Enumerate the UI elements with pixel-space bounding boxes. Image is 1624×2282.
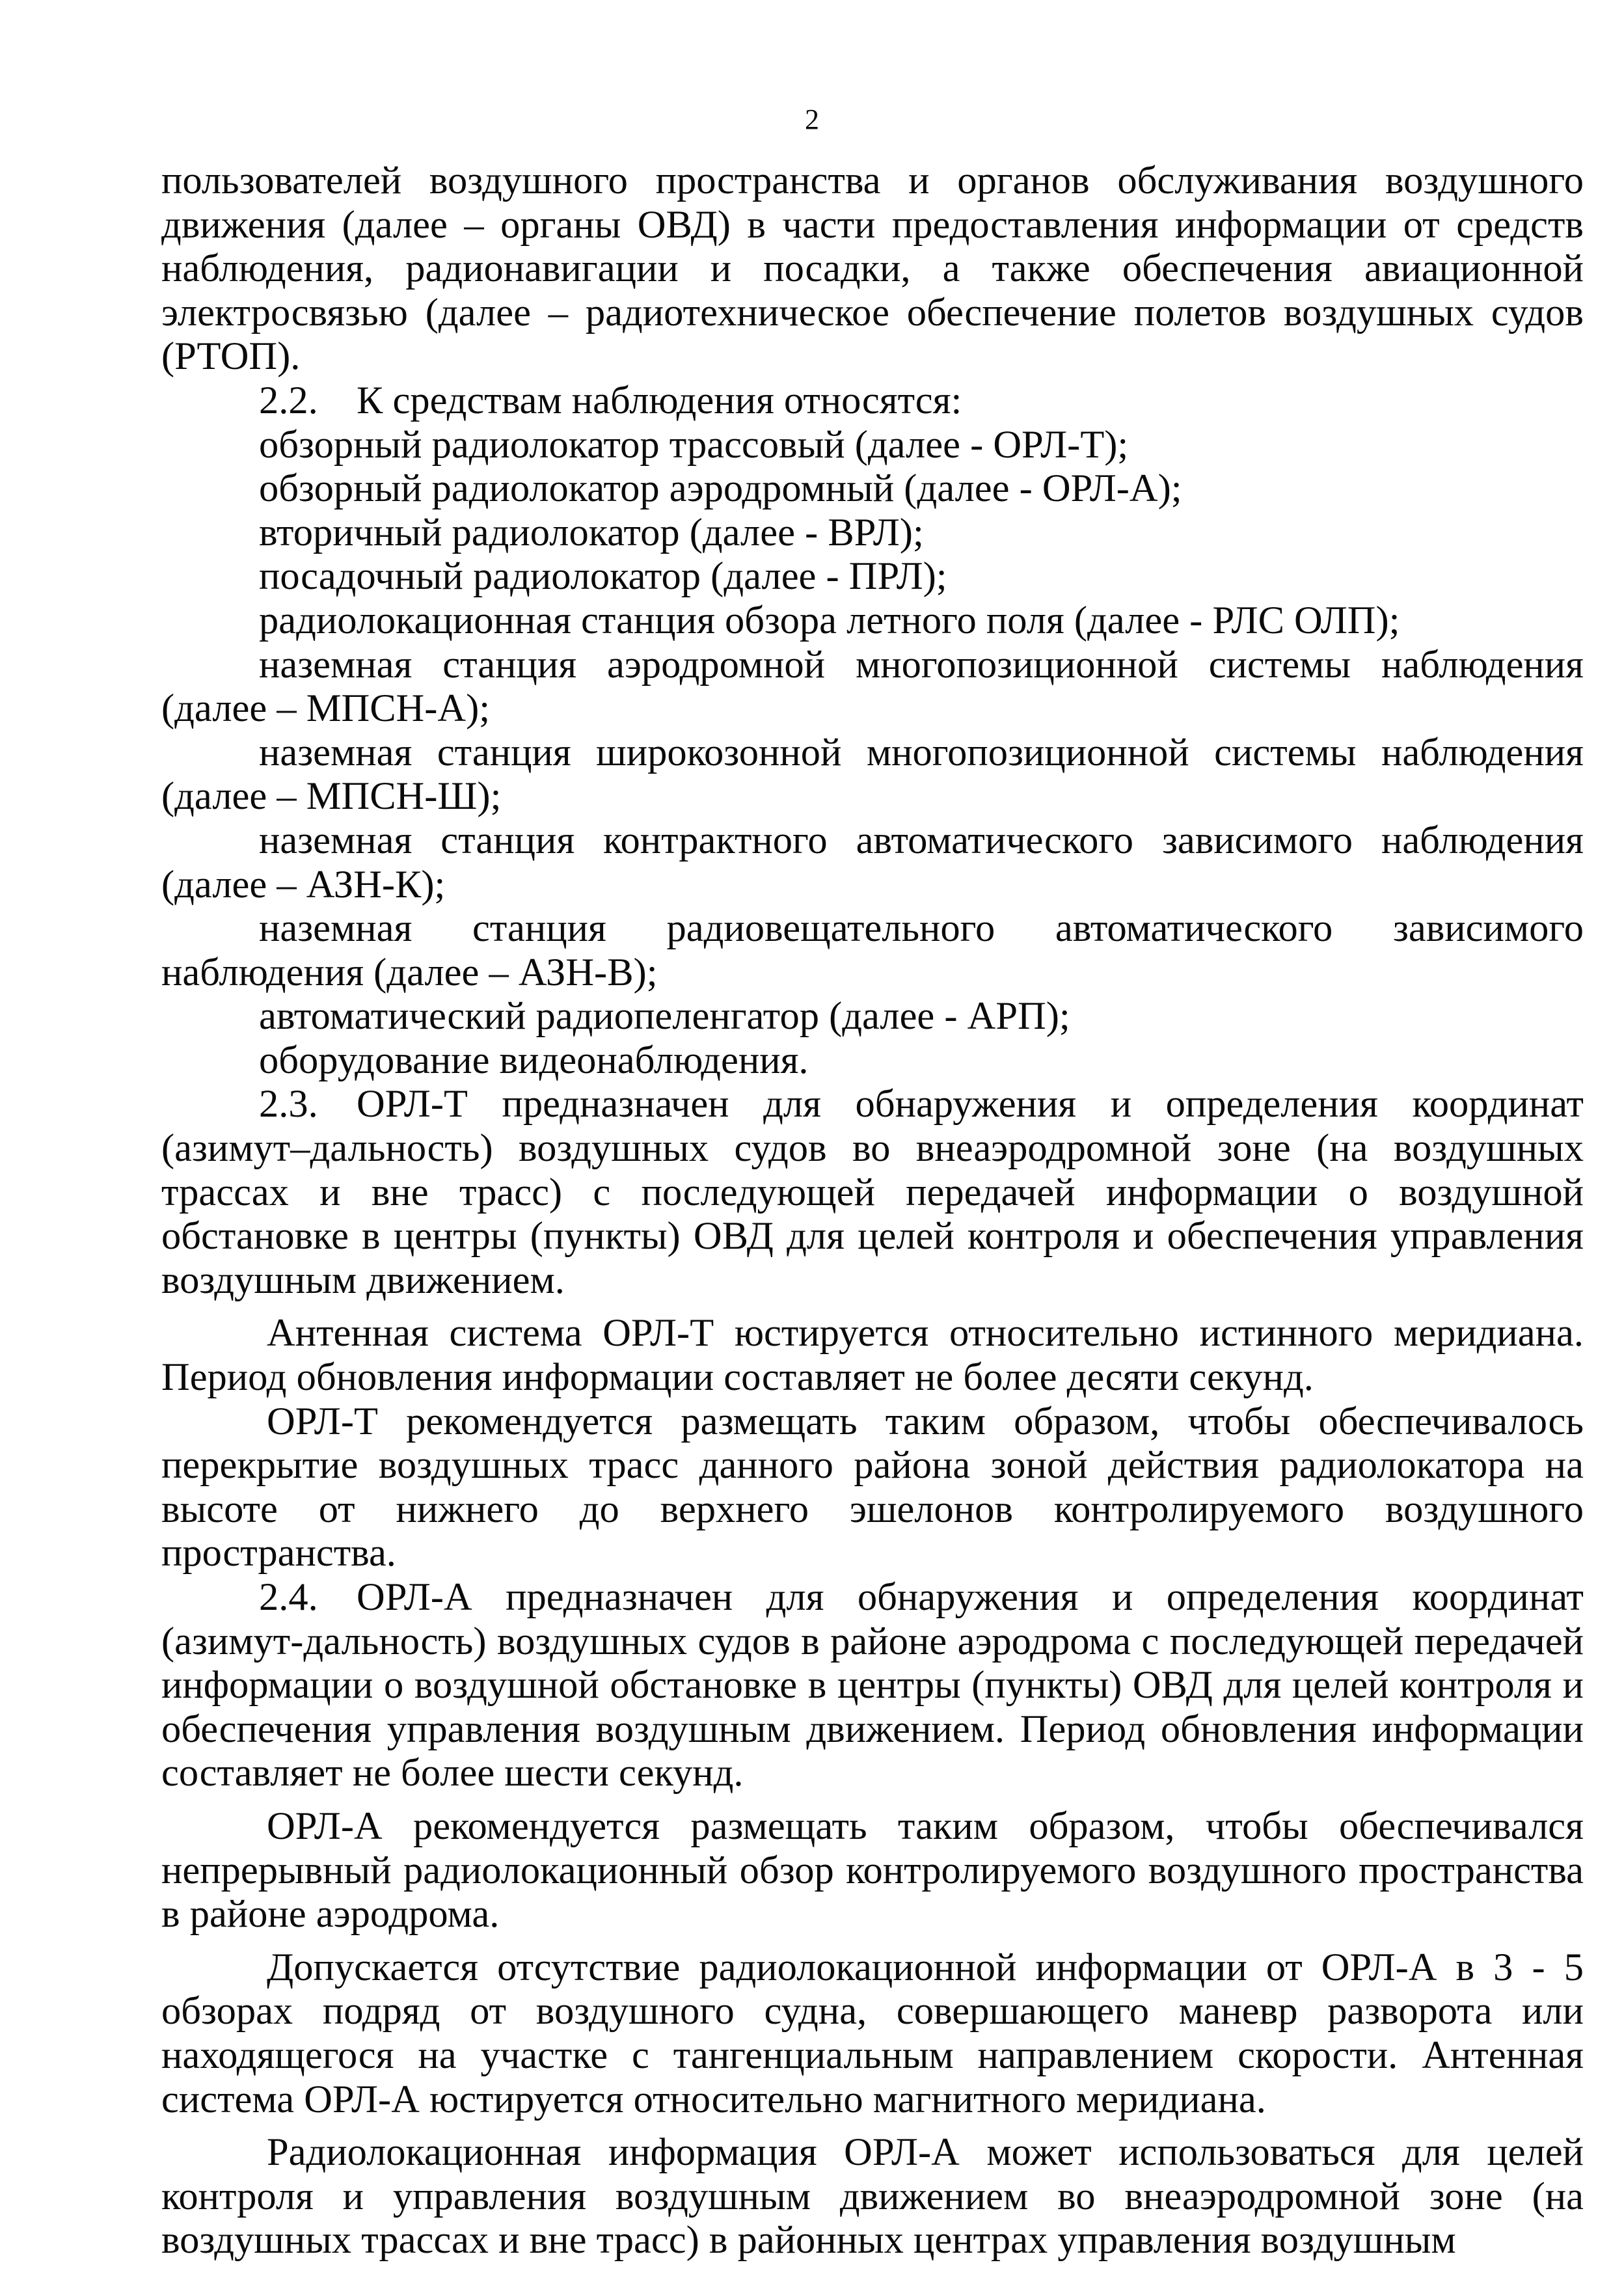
- page-number: 2: [805, 103, 819, 135]
- paragraph-orla-placement: ОРЛ-А рекомендуется размещать таким образом, чтобы обеспечивался непрерывный радиолокационный обзор контролируемого воздушного пространства в районе аэродрома.: [161, 1804, 1584, 1936]
- section-2-4: [161, 1575, 1584, 1795]
- paragraph-orlt-placement: ОРЛ-Т рекомендуется размещать таким образом, чтобы обеспечивалось перекрытие воздушных трасс данного района зоной действия радиолокатора на высоте от нижнего до верхнего эшелонов контролируемого воздушного пространства.: [161, 1399, 1584, 1575]
- paragraph-orla-use: Радиолокационная информация ОРЛ-А может использоваться для целей контроля и управления воздушным движением во внеаэродромной зоне (на воздушных трассах и вне трасс) в районных центрах управления воздушным: [161, 2130, 1584, 2262]
- section-2-3: [161, 1082, 1584, 1302]
- list-item: радиолокационная станция обзора летного поля (далее - РЛС ОЛП);: [259, 598, 1400, 642]
- list-item: оборудование видеонаблюдения.: [259, 1038, 809, 1082]
- section-2-2: [161, 379, 1584, 423]
- list-item: посадочный радиолокатор (далее - ПРЛ);: [259, 554, 947, 599]
- section-text: К средствам наблюдения относятся:: [357, 378, 962, 422]
- paragraph-orlt-antenna: Антенная система ОРЛ-Т юстируется относительно истинного меридиана. Период обновления информации составляет не более десяти секунд.: [161, 1311, 1584, 1400]
- section-number: 2.3.: [259, 1082, 318, 1126]
- section-text: ОРЛ-Т предназначен для обнаружения и определения координат (азимут–дальность) воздушных судов во внеаэродромной зоне (на воздушных трассах и вне трасс) с последующей передачей информации о воздушной обстановке в центры (пункты) ОВД для целей контроля и обеспечения управления воздушным движением.: [161, 1082, 1584, 1302]
- list-item: наземная станция контрактного автоматического зависимого наблюдения (далее – АЗН-К);: [161, 818, 1584, 906]
- intro-paragraph: пользователей воздушного пространства и органов обслуживания воздушного движения (далее – органы ОВД) в части предоставления информации от средств наблюдения, радионавигации и посадки, а также обеспечения авиационной электросвязью (далее – радиотехническое обеспечение полетов воздушных судов (РТОП).: [161, 159, 1584, 379]
- list-item: обзорный радиолокатор аэродромный (далее - ОРЛ-А);: [259, 467, 1182, 511]
- document-body: [161, 159, 1584, 2262]
- paragraph-orla-absence: Допускается отсутствие радиолокационной информации от ОРЛ-А в 3 - 5 обзорах подряд от воздушного судна, совершающего маневр разворота или находящегося на участке с тангенциальным направлением скорости. Антенная система ОРЛ-А юстируется относительно магнитного меридиана.: [161, 1945, 1584, 2121]
- section-number: 2.2.: [259, 378, 318, 422]
- list-item: наземная станция широкозонной многопозиционной системы наблюдения (далее – МПСН-Ш);: [161, 730, 1584, 819]
- list-item: вторичный радиолокатор (далее - ВРЛ);: [259, 510, 924, 554]
- list-item: наземная станция аэродромной многопозиционной системы наблюдения (далее – МПСН-А);: [161, 642, 1584, 731]
- section-text: ОРЛ-А предназначен для обнаружения и определения координат (азимут-дальность) воздушных судов в районе аэродрома с последующей передачей информации о воздушной обстановке в центры (пункты) ОВД для целей контроля и обеспечения управления воздушным движением. Период обновления информации составляет не более шести секунд.: [161, 1575, 1584, 1795]
- list-item: наземная станция радиовещательного автоматического зависимого наблюдения (далее – АЗН-В);: [161, 906, 1584, 994]
- list-item: обзорный радиолокатор трассовый (далее - ОРЛ-Т);: [259, 422, 1129, 467]
- section-number: 2.4.: [259, 1575, 318, 1619]
- list-item: автоматический радиопеленгатор (далее - АРП);: [259, 994, 1070, 1039]
